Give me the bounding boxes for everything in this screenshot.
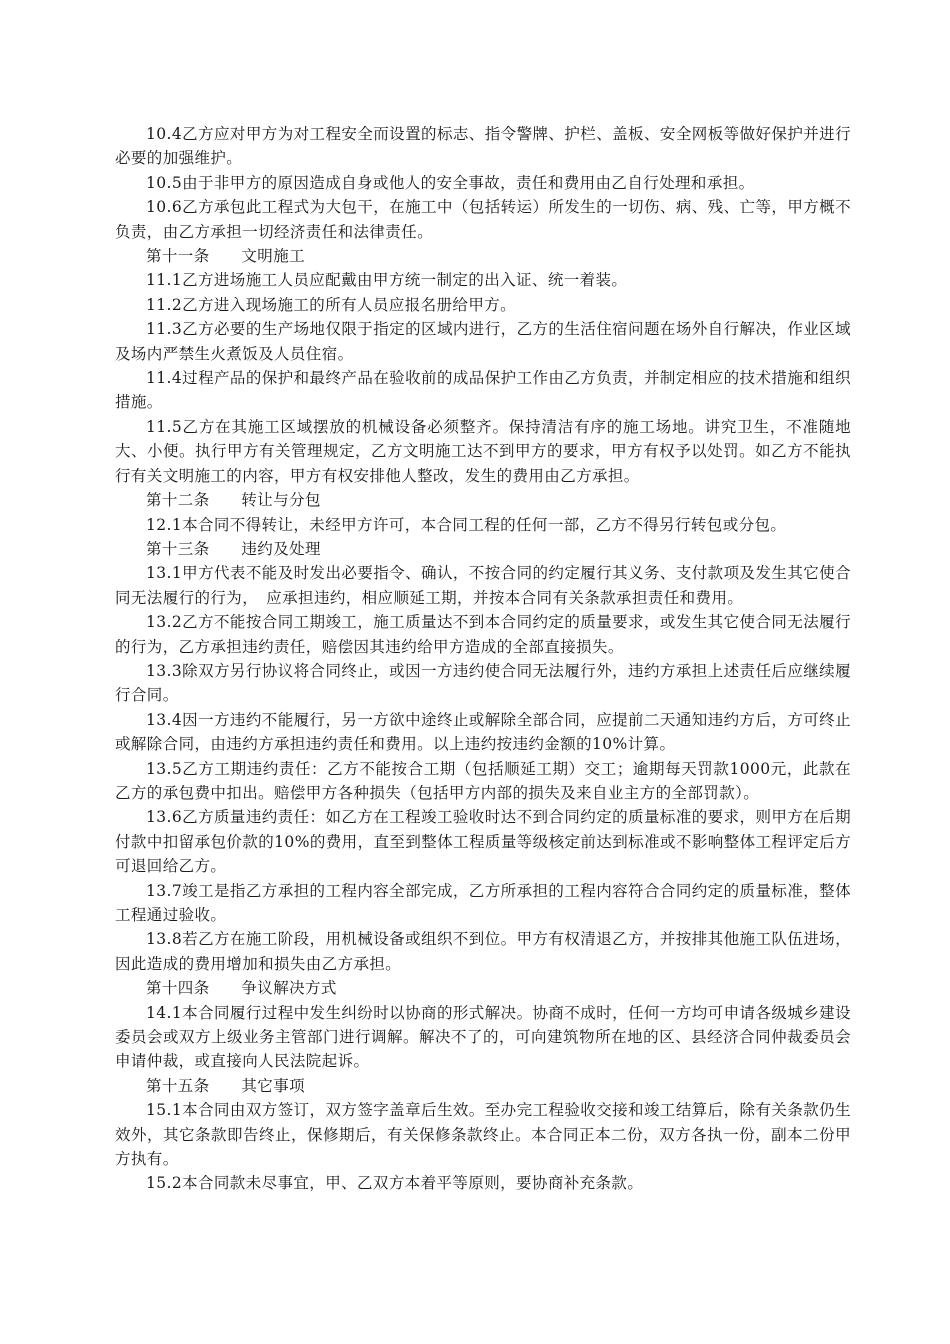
- clause-11-5: 11.5乙方在其施工区域摆放的机械设备必须整齐。保持清洁有序的施工场地。讲究卫生，不准随地大、小便。执行甲方有关管理规定，乙方文明施工达不到甲方的要求，甲方有权予以处罚。如乙方不能执行有关文明施工的内容，甲方有权安排他人整改，发生的费用由乙方承担。: [115, 417, 851, 485]
- clause-13-2: 13.2乙方不能按合同工期竣工，施工质量达不到本合同约定的质量要求，或发生其它使合同无法履行的行为，乙方承担违约责任，赔偿因其违约给甲方造成的全部直接损失。: [115, 613, 851, 656]
- clause-12-1: 12.1本合同不得转让，未经甲方许可，本合同工程的任何一部，乙方不得另行转包或分包。: [146, 515, 787, 534]
- clause-13-7: 13.7竣工是指乙方承担的工程内容全部完成，乙方所承担的工程内容符合合同约定的质量标准，整体工程通过验收。: [115, 881, 851, 924]
- clause-13-8: 13.8若乙方在施工阶段，用机械设备或组织不到位。甲方有权清退乙方，并按排其他施工队伍进场，因此造成的费用增加和损失由乙方承担。: [115, 930, 851, 973]
- clause-10-5: 10.5由于非甲方的原因造成自身或他人的安全事故，责任和费用由乙自行处理和承担。: [146, 173, 755, 192]
- clause-11-3: 11.3乙方必要的生产场地仅限于指定的区域内进行，乙方的生活住宿问题在场外自行解决，作业区域及场内严禁生火煮饭及人员住宿。: [115, 320, 851, 363]
- article-14-heading: 第十四条 争议解决方式: [146, 979, 337, 998]
- clause-13-1: 13.1甲方代表不能及时发出必要指令、确认，不按合同的约定履行其义务、支付款项及发生其它使合同无法履行的行为， 应承担违约，相应顺延工期，并按本合同有关条款承担责任和费用。: [115, 564, 851, 607]
- clause-11-4: 11.4过程产品的保护和最终产品在验收前的成品保护工作由乙方负责，并制定相应的技术措施和组织措施。: [115, 369, 851, 412]
- article-15-heading: 第十五条 其它事项: [146, 1076, 306, 1095]
- clause-13-6: 13.6乙方质量违约责任：如乙方在工程竣工验收时达不到合同约定的质量标准的要求，则甲方在后期付款中扣留承包价款的10%的费用，直至到整体工程质量等级核定前达到标准或不影响整体工程评定后方可退回给乙方。: [115, 808, 851, 876]
- clause-13-4: 13.4因一方违约不能履行，另一方欲中途终止或解除全部合同，应提前二天通知违约方后，方可终止或解除合同，由违约方承担违约责任和费用。以上违约按违约金额的10%计算。: [115, 710, 851, 754]
- clause-11-1: 11.1乙方进场施工人员应配戴由甲方统一制定的出入证、统一着装。: [146, 271, 628, 290]
- clause-15-1: 15.1本合同由双方签订，双方签字盖章后生效。至办完工程验收交接和竣工结算后，除有关条款仍生效外，其它条款即告终止，保修期后，有关保修条款终止。本合同正本二份，双方各执一份，副本二份甲方执有。: [115, 1101, 851, 1169]
- clause-15-2: 15.2本合同款未尽事宜，甲、乙双方本着平等原则，要协商补充条款。: [146, 1174, 644, 1193]
- clause-14-1: 14.1本合同履行过程中发生纠纷时以协商的形式解决。协商不成时，任何一方均可申请各级城乡建设委员会或双方上级业务主管部门进行调解。解决不了的，可向建筑物所在地的区、县经济合同仲裁委员会申请仲裁，或直接向人民法院起诉。: [115, 1003, 851, 1071]
- article-11-heading: 第十一条 文明施工: [146, 247, 306, 266]
- document-page: [115, 122, 851, 1196]
- article-13-heading: 第十三条 违约及处理: [146, 539, 321, 558]
- clause-10-6: 10.6乙方承包此工程式为大包干，在施工中（包括转运）所发生的一切伤、病、残、亡等，甲方概不负责，由乙方承担一切经济责任和法律责任。: [115, 198, 851, 241]
- clause-13-3: 13.3除双方另行协议将合同终止，或因一方违约使合同无法履行外，违约方承担上述责任后应继续履行合同。: [115, 661, 851, 705]
- article-12-heading: 第十二条 转让与分包: [146, 491, 321, 510]
- clause-10-4: 10.4乙方应对甲方为对工程安全而设置的标志、指令警牌、护栏、盖板、安全网板等做好保护并进行必要的加强维护。: [115, 125, 851, 168]
- clause-11-2: 11.2乙方进入现场施工的所有人员应报名册给甲方。: [146, 295, 517, 314]
- clause-13-5: 13.5乙方工期违约责任：乙方不能按合工期（包括顺延工期）交工；逾期每天罚款1000元，此款在乙方的承包费中扣出。赔偿甲方各种损失（包括甲方内部的损失及来自业主方的全部罚款）。: [115, 759, 851, 802]
